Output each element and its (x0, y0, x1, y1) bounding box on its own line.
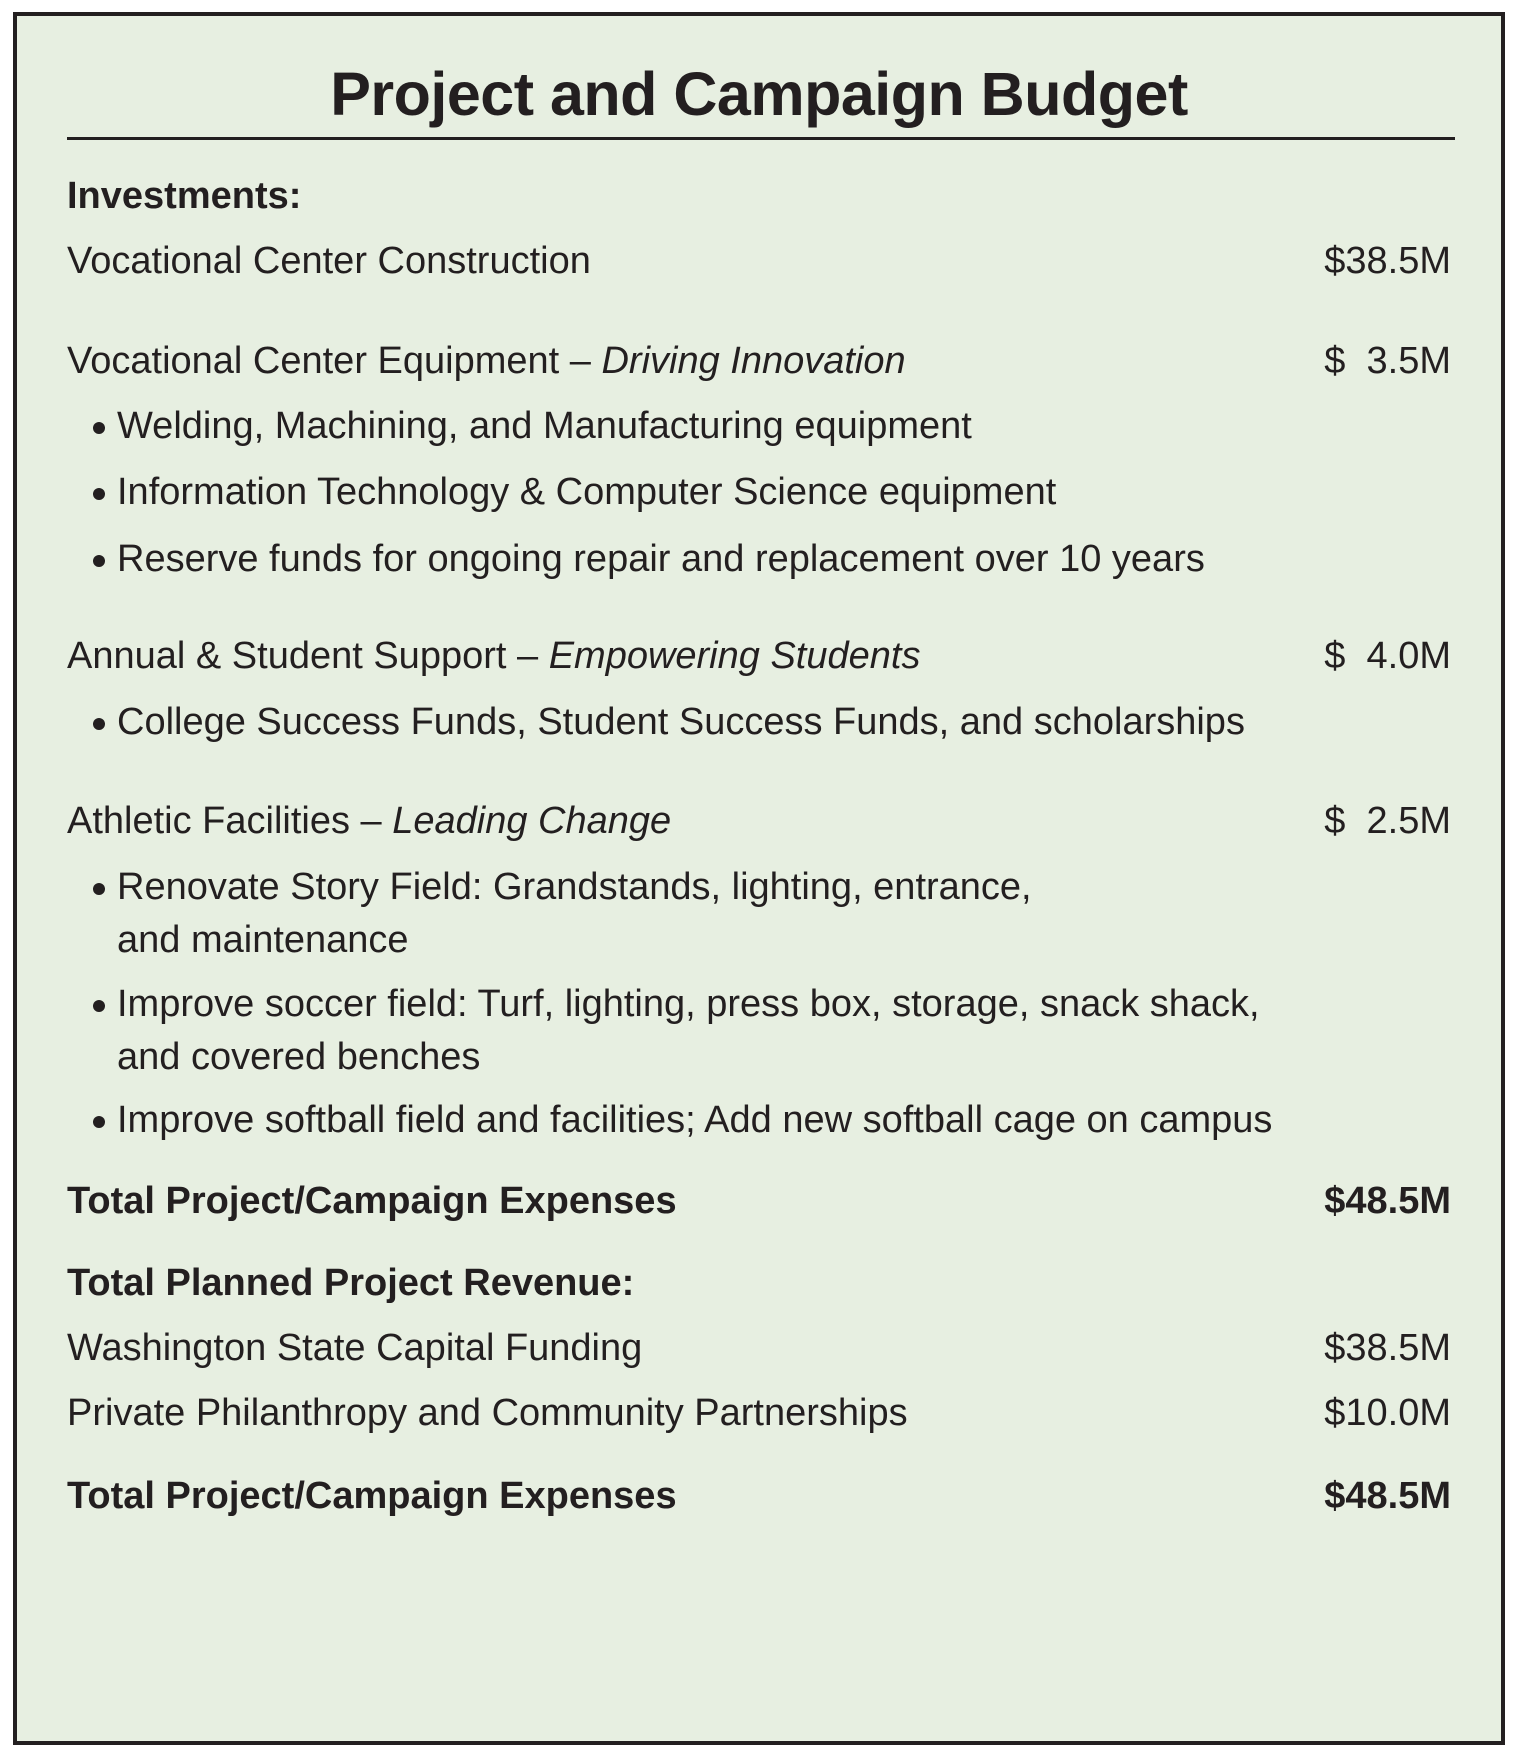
investment-subtitle: Leading Change (392, 800, 672, 842)
list-item (117, 978, 1317, 1084)
investment-label: Vocational Center Construction (67, 240, 591, 282)
bullet-icon (93, 488, 105, 500)
investment-label: Athletic Facilities – (67, 800, 382, 842)
investment-subtitle: Driving Innovation (601, 340, 906, 382)
revenue-amount: $38.5M (1324, 1327, 1451, 1369)
investment-amount: $ 4.0M (1324, 635, 1451, 677)
bullet-text: Renovate Story Field: Grandstands, lighting, entrance, and maintenance (117, 866, 1032, 961)
bullet-icon (93, 1116, 105, 1128)
investment-amount: $ 3.5M (1324, 340, 1451, 382)
bullet-icon (93, 883, 105, 895)
title-divider (67, 137, 1455, 140)
list-item (117, 1094, 1417, 1147)
bullet-text: Welding, Machining, and Manufacturing equipment (117, 405, 972, 447)
investments-heading: Investments: (67, 175, 302, 217)
list-item (117, 696, 1417, 749)
bullet-text: Information Technology & Computer Science equipment (117, 471, 1057, 513)
total-revenue-label: Total Project/Campaign Expenses (67, 1475, 677, 1517)
total-expenses-label: Total Project/Campaign Expenses (67, 1180, 677, 1222)
revenue-amount: $10.0M (1324, 1392, 1451, 1434)
list-item (117, 533, 1417, 586)
investment-amount: $38.5M (1324, 240, 1451, 282)
revenue-heading: Total Planned Project Revenue: (67, 1262, 635, 1304)
bullet-icon (93, 718, 105, 730)
total-revenue-amount: $48.5M (1324, 1475, 1451, 1517)
list-item (117, 400, 1417, 453)
bullet-icon (93, 422, 105, 434)
list-item (117, 466, 1417, 519)
investment-amount: $ 2.5M (1324, 800, 1451, 842)
investment-label: Annual & Student Support – (67, 635, 539, 677)
bullet-text: College Success Funds, Student Success Funds, and scholarships (117, 701, 1245, 743)
revenue-label: Washington State Capital Funding (67, 1327, 643, 1369)
bullet-text: Improve soccer field: Turf, lighting, press box, storage, snack shack, and covered benches (117, 983, 1260, 1078)
total-expenses-amount: $48.5M (1324, 1180, 1451, 1222)
bullet-text: Reserve funds for ongoing repair and replacement over 10 years (117, 538, 1205, 580)
page-title: Project and Campaign Budget (330, 60, 1188, 128)
bullet-icon (93, 1000, 105, 1012)
budget-panel (13, 12, 1505, 1745)
investment-subtitle: Empowering Students (548, 635, 921, 677)
investment-label: Vocational Center Equipment – (67, 340, 591, 382)
list-item (117, 861, 1097, 967)
bullet-icon (93, 555, 105, 567)
bullet-text: Improve softball field and facilities; Add new softball cage on campus (117, 1099, 1273, 1141)
revenue-label: Private Philanthropy and Community Partnerships (67, 1392, 908, 1434)
